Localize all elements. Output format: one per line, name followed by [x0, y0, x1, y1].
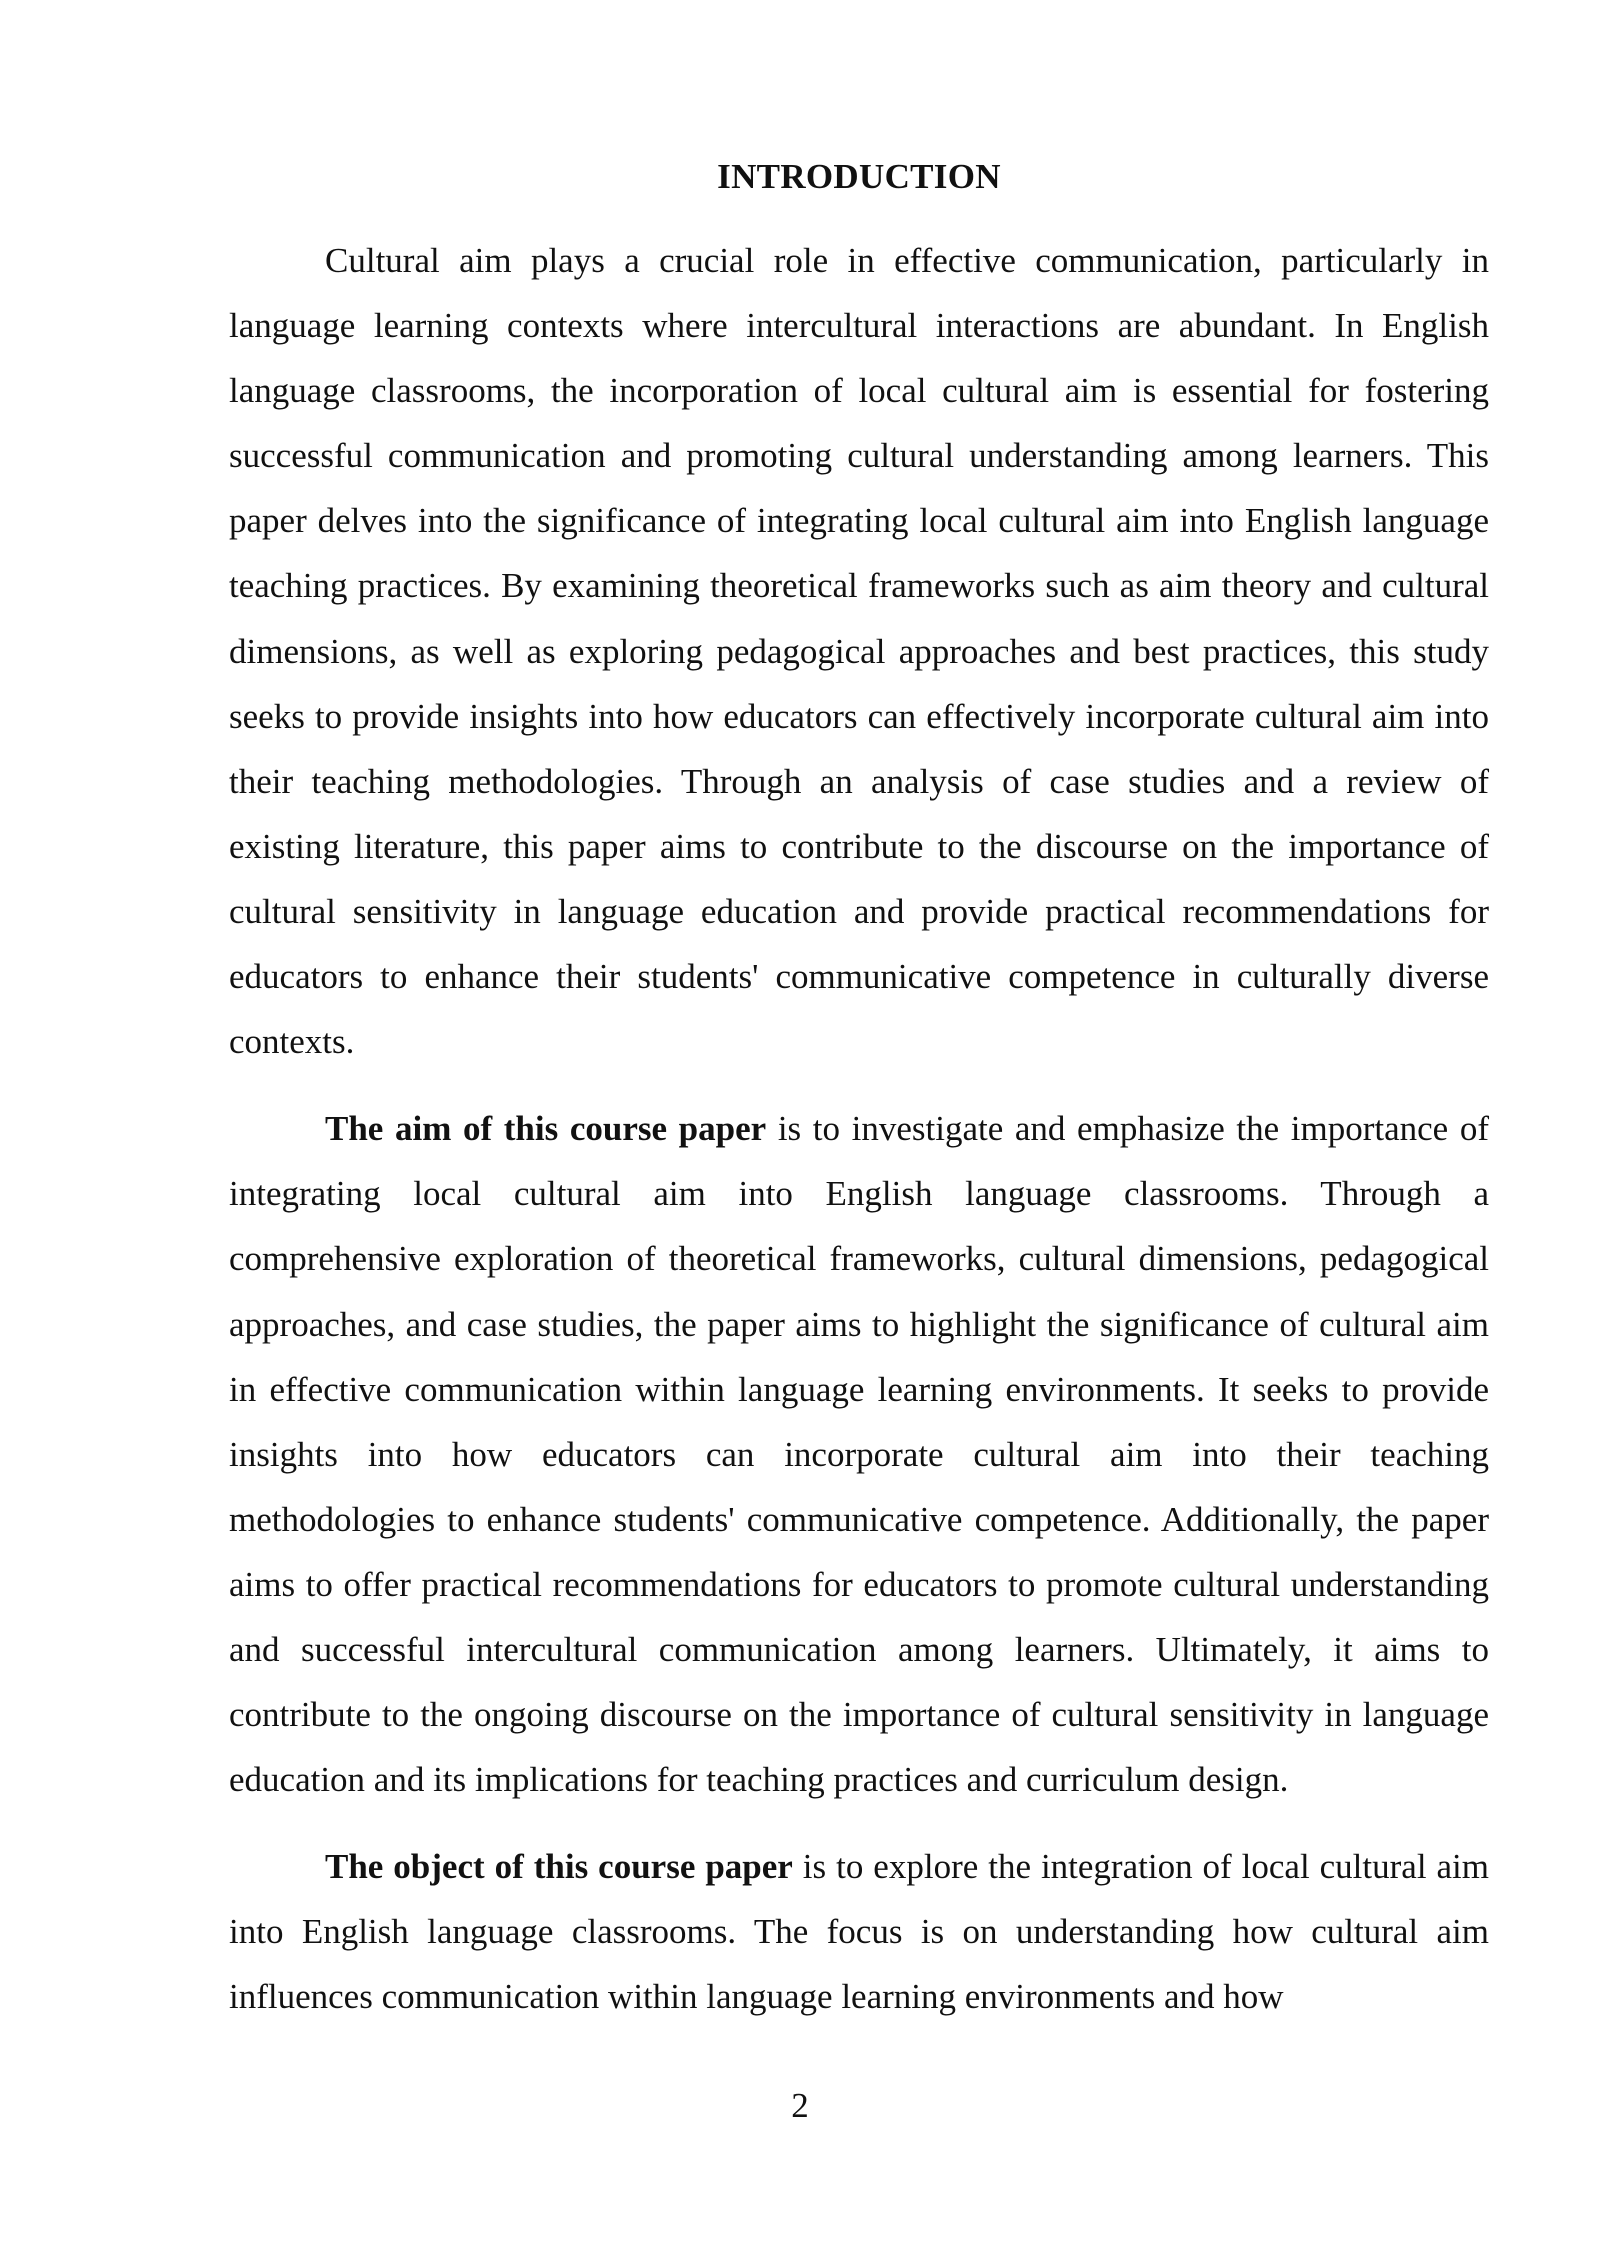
- intro-paragraph-text: Cultural aim plays a crucial role in effective communication, particularly in language learning contexts where intercultural interactions are abundant. In English language classrooms, the incorporation of local cultural aim is essential for fostering successful communication and promoting cultural understanding among learners. This paper delves into the significance of integrating local cultural aim into English language teaching practices. By examining theoretical frameworks such as aim theory and cultural dimensions, as well as exploring pedagogical approaches and best practices, this study seeks to provide insights into how educators can effectively incorporate cultural aim into their teaching methodologies. Through an analysis of case studies and a review of existing literature, this paper aims to contribute to the discourse on the importance of cultural sensitivity in language education and provide practical recommendations for educators to enhance their students' communicative competence in culturally diverse contexts.: [229, 241, 1489, 1062]
- section-heading: INTRODUCTION: [717, 157, 1001, 196]
- aim-paragraph: [229, 1096, 1489, 1812]
- page-number: 2: [791, 2086, 809, 2125]
- intro-paragraph: [229, 228, 1489, 1074]
- object-paragraph: [229, 1834, 1489, 2029]
- aim-paragraph-text: is to investigate and emphasize the importance of integrating local cultural aim into English language classrooms. Through a comprehensive exploration of theoretical frameworks, cultural dimensions, pedagogical approaches, and case studies, the paper aims to highlight the significance of cultural aim in effective communication within language learning environments. It seeks to provide insights into how educators can incorporate cultural aim into their teaching methodologies to enhance students' communicative competence. Additionally, the paper aims to offer practical recommendations for educators to promote cultural understanding and successful intercultural communication among learners. Ultimately, it aims to contribute to the ongoing discourse on the importance of cultural sensitivity in language education and its implications for teaching practices and curriculum design.: [229, 1109, 1489, 1800]
- object-paragraph-text: is to explore the integration of local cultural aim into English language classrooms. The focus is on understanding how cultural aim influences communication within language learning environments and how: [229, 1847, 1489, 2017]
- aim-paragraph-lead: The aim of this course paper: [325, 1109, 767, 1149]
- object-paragraph-lead: The object of this course paper: [325, 1847, 793, 1887]
- page-body: [229, 146, 1489, 2030]
